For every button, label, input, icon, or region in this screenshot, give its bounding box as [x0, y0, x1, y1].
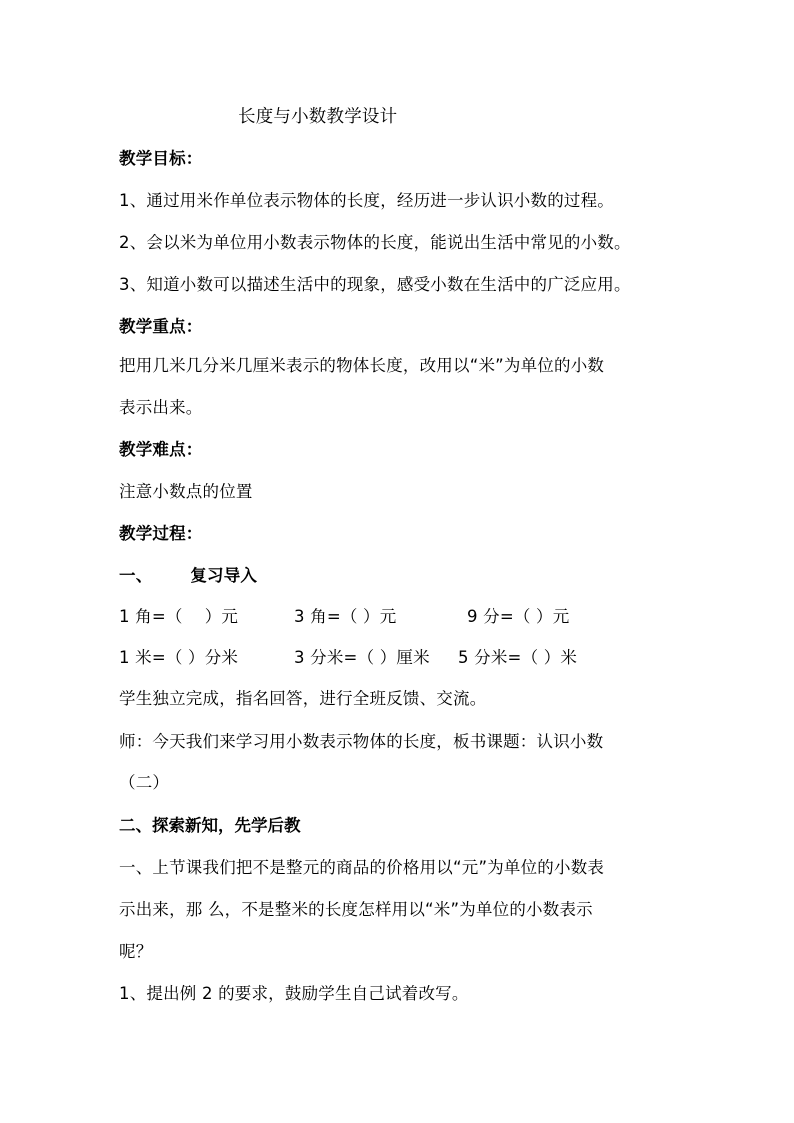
paragraph: 学生独立完成，指名回答，进行全班反馈、交流。 — [119, 689, 487, 708]
key-text: 表示出来。 — [119, 398, 203, 417]
exercise-item: 1 米=（ ）分米 — [119, 648, 239, 667]
exercise-item: 3 角=（ ）元 — [294, 607, 397, 626]
key-heading: 教学重点： — [119, 317, 203, 336]
section1-title: 复习导入 — [190, 566, 258, 585]
exercise-row — [119, 647, 577, 669]
goals-heading: 教学目标： — [119, 149, 203, 168]
section1-number: 一、 — [119, 566, 153, 585]
section2-heading: 二、探索新知，先学后教 — [119, 816, 301, 835]
page-title: 长度与小数教学设计 — [238, 107, 398, 127]
goal-item: 2、会以米为单位用小数表示物体的长度，能说出生活中常见的小数。 — [119, 233, 631, 252]
difficulty-text: 注意小数点的位置 — [119, 482, 253, 501]
exercise-item: 1 角=（ ）元 — [119, 607, 239, 626]
paragraph: 示出来，那 么，不是整米的长度怎样用以“米”为单位的小数表示 — [119, 900, 593, 919]
section1-heading — [119, 565, 257, 587]
difficulty-heading: 教学难点： — [119, 440, 203, 459]
exercise-item: 3 分米=（ ）厘米 — [294, 648, 430, 667]
paragraph: （二） — [119, 773, 170, 792]
list-item: 1、提出例 2 的要求，鼓励学生自己试着改写。 — [119, 984, 469, 1003]
exercise-row — [119, 606, 569, 628]
paragraph: 一、上节课我们把不是整元的商品的价格用以“元”为单位的小数表 — [119, 858, 605, 877]
paragraph: 师：今天我们来学习用小数表示物体的长度，板书课题：认识小数 — [119, 732, 604, 751]
exercise-item: 5 分米=（ ）米 — [458, 648, 578, 667]
process-heading: 教学过程： — [119, 524, 203, 543]
key-text: 把用几米几分米几厘米表示的物体长度，改用以“米”为单位的小数 — [119, 356, 605, 375]
goal-item: 1、通过用米作单位表示物体的长度，经历进一步认识小数的过程。 — [119, 191, 614, 210]
exercise-item: 9 分=（ ）元 — [467, 607, 570, 626]
goal-item: 3、知道小数可以描述生活中的现象，感受小数在生活中的广泛应用。 — [119, 275, 631, 294]
paragraph: 呢？ — [119, 942, 153, 961]
